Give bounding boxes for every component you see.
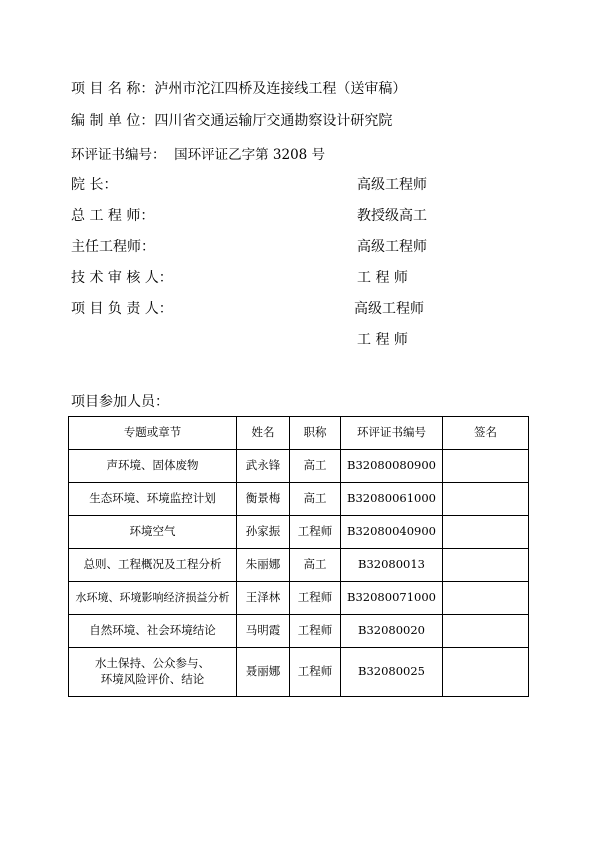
role-director-engineer-title: 高级工程师 — [357, 239, 427, 255]
header-signature: 签名 — [443, 417, 529, 450]
row-section-line1: 水土保持、公众参与、 — [95, 656, 210, 671]
row-section: 环境空气 — [69, 516, 237, 549]
row-name: 马明霞 — [237, 615, 290, 648]
row-signature — [443, 648, 529, 697]
table-row — [69, 516, 529, 549]
row-name: 聂丽娜 — [237, 648, 290, 697]
row-title: 工程师 — [290, 615, 341, 648]
header-cert: 环评证书编号 — [341, 417, 443, 450]
header-section: 专题或章节 — [69, 417, 237, 450]
participants-table — [68, 416, 529, 697]
row-section: 生态环境、环境监控计划 — [69, 483, 237, 516]
row-title: 高工 — [290, 549, 341, 582]
role-president-label: 院 长： — [71, 177, 118, 193]
row-signature — [443, 549, 529, 582]
role-president-title: 高级工程师 — [357, 177, 427, 193]
table-row — [69, 615, 529, 648]
row-name: 孙家振 — [237, 516, 290, 549]
role-director-engineer-label: 主任工程师： — [71, 239, 155, 255]
row-cert: B32080080900 — [341, 450, 443, 483]
table-row — [69, 648, 529, 697]
row-section: 水环境、环境影响经济损益分析 — [69, 582, 237, 615]
table-header-row — [69, 417, 529, 450]
row-title: 工程师 — [290, 648, 341, 697]
project-name-line — [71, 78, 406, 98]
row-cert: B32080013 — [341, 549, 443, 582]
header-name: 姓名 — [237, 417, 290, 450]
row-cert: B32080025 — [341, 648, 443, 697]
row-name: 衡景梅 — [237, 483, 290, 516]
certificate-line — [71, 143, 325, 163]
row-cert: B32080040900 — [341, 516, 443, 549]
row-signature — [443, 516, 529, 549]
row-name: 朱丽娜 — [237, 549, 290, 582]
role-project-lead-label: 项 目 负 责 人： — [71, 301, 173, 317]
row-signature — [443, 582, 529, 615]
row-title: 工程师 — [290, 582, 341, 615]
role-chief-engineer-title: 教授级高工 — [357, 208, 427, 224]
role-project-lead-title-2: 工 程 师 — [357, 332, 408, 348]
certificate-label: 环评证书编号： — [71, 147, 166, 163]
table-row — [69, 483, 529, 516]
row-title: 工程师 — [290, 516, 341, 549]
role-project-lead-title: 高级工程师 — [354, 301, 424, 317]
compiling-unit-label: 编 制 单 位： — [71, 113, 155, 129]
role-technical-reviewer-label: 技 术 审 核 人： — [71, 270, 173, 286]
row-cert: B32080071000 — [341, 582, 443, 615]
row-section: 总则、工程概况及工程分析 — [69, 549, 237, 582]
certificate-value: 国环评证乙字第 3208 号 — [174, 147, 326, 163]
row-title: 高工 — [290, 483, 341, 516]
row-title: 高工 — [290, 450, 341, 483]
row-section-line2: 环境风险评价、结论 — [100, 672, 205, 686]
row-section: 自然环境、社会环境结论 — [69, 615, 237, 648]
row-section — [69, 648, 237, 697]
participants-heading: 项目参加人员： — [71, 394, 169, 410]
header-title: 职称 — [290, 417, 341, 450]
row-name: 武永锋 — [237, 450, 290, 483]
row-cert: B32080020 — [341, 615, 443, 648]
table-row — [69, 582, 529, 615]
row-signature — [443, 615, 529, 648]
row-signature — [443, 483, 529, 516]
compiling-unit-value: 四川省交通运输厅交通勘察设计研究院 — [154, 113, 393, 129]
row-section: 声环境、固体废物 — [69, 450, 237, 483]
table-row — [69, 450, 529, 483]
project-name-label: 项 目 名 称： — [71, 81, 155, 97]
row-cert: B32080061000 — [341, 483, 443, 516]
row-signature — [443, 450, 529, 483]
role-chief-engineer-label: 总 工 程 师： — [71, 208, 155, 224]
project-name-value: 泸州市沱江四桥及连接线工程（送审稿） — [154, 81, 407, 97]
row-name: 王泽林 — [237, 582, 290, 615]
compiling-unit-line — [71, 110, 392, 130]
role-technical-reviewer-title: 工 程 师 — [357, 270, 408, 286]
table-row — [69, 549, 529, 582]
